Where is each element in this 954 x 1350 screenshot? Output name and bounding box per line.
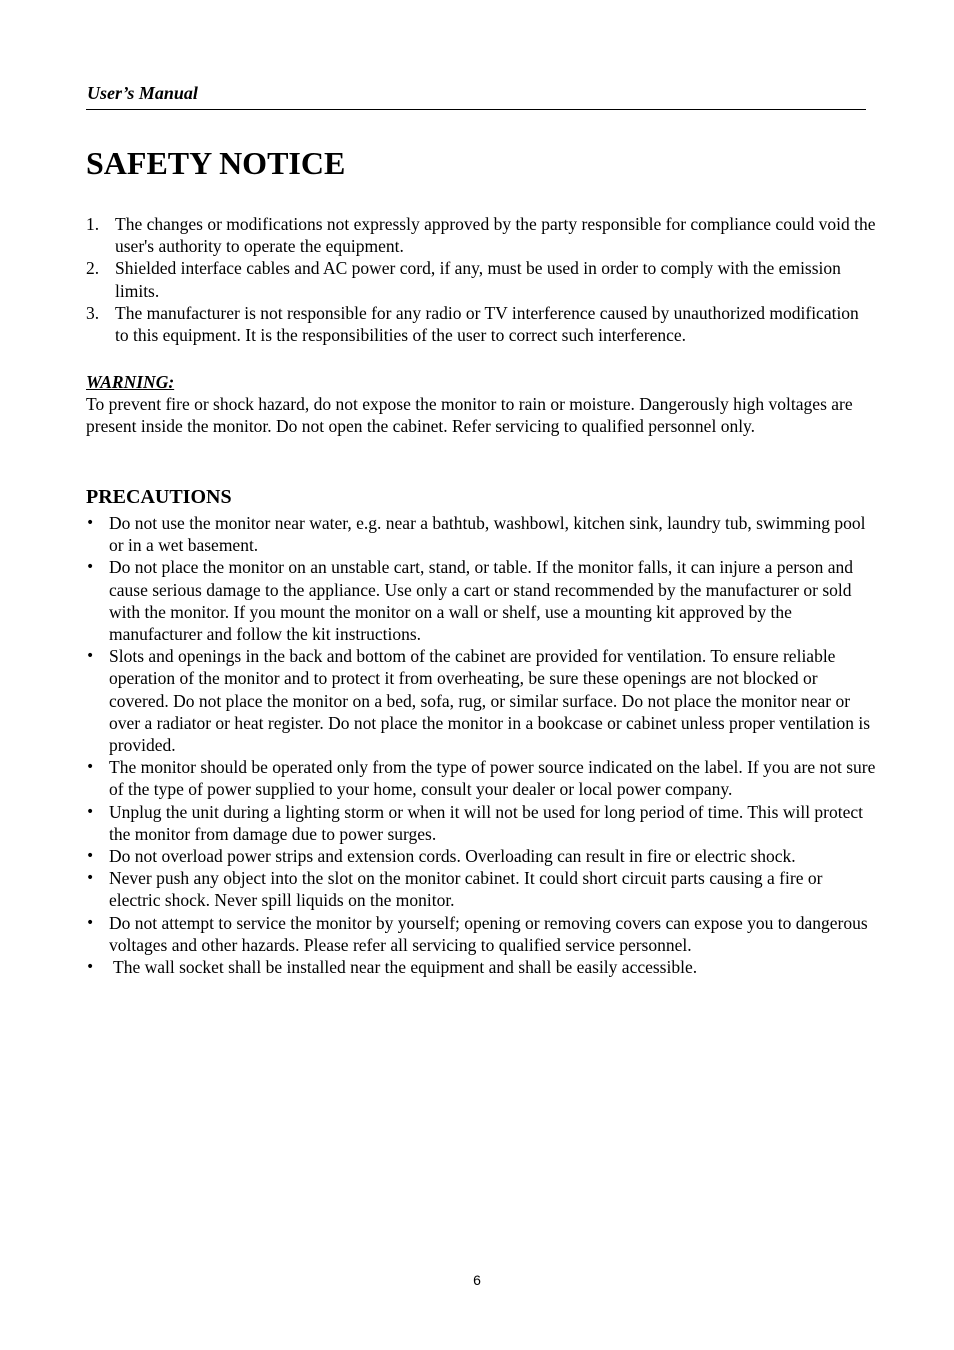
precautions-list bbox=[86, 512, 876, 978]
list-item bbox=[86, 213, 876, 257]
precautions-heading: PRECAUTIONS bbox=[86, 486, 232, 508]
running-header: User’s Manual bbox=[87, 83, 198, 103]
list-item-text: Never push any object into the slot on the monitor cabinet. It could short circuit parts causing a fire or electric shock. Never spill liquids on the monitor. bbox=[109, 868, 823, 911]
list-item bbox=[86, 512, 876, 556]
list-item bbox=[86, 645, 876, 756]
list-item bbox=[86, 756, 876, 800]
list-item-text: The changes or modifications not expressly approved by the party responsible for compliance could void the user's authority to operate the equipment. bbox=[115, 214, 876, 257]
list-item bbox=[86, 801, 876, 845]
warning-section bbox=[86, 371, 866, 438]
safety-notice-list bbox=[86, 213, 876, 346]
list-item bbox=[86, 956, 876, 978]
bullet-icon: • bbox=[86, 515, 95, 531]
page-title: SAFETY NOTICE bbox=[86, 145, 346, 181]
list-item bbox=[86, 867, 876, 911]
list-item-text: Slots and openings in the back and bottom of the cabinet are provided for ventilation. To ensure reliable operation of the monitor and to protect it from overheating, be sure these openings are not blocked or covered. Do not place the monitor on a bed, sofa, rug, or similar surface. Do not place the monitor near or over a radiator or heat register. Do not place the monitor in a bookcase or cabinet unless proper ventilation is provided. bbox=[109, 646, 871, 756]
list-item-text: Do not place the monitor on an unstable cart, stand, or table. If the monitor falls, it can injure a person and cause serious damage to the appliance. Use only a cart or stand recommended by the manufacturer or sold with the monitor. If you mount the monitor on a wall or shelf, use a mounting kit approved by the manufacturer and follow the kit instructions. bbox=[109, 557, 854, 645]
list-item bbox=[86, 912, 876, 956]
list-item-text: The monitor should be operated only from the type of power source indicated on the label. If you are not sure of the type of power supplied to your home, consult your dealer or local power company. bbox=[109, 757, 876, 800]
warning-text: To prevent fire or shock hazard, do not expose the monitor to rain or moisture. Dangerously high voltages are present inside the monitor. Do not open the cabinet. Refer servicing to qualified personnel only. bbox=[86, 394, 853, 437]
bullet-icon: • bbox=[86, 759, 95, 776]
list-item bbox=[86, 257, 876, 301]
list-number: 2. bbox=[86, 258, 100, 279]
list-item-text: Do not use the monitor near water, e.g. near a bathtub, washbowl, kitchen sink, laundry tub, swimming pool or in a wet basement. bbox=[109, 513, 866, 556]
list-item-text: Do not overload power strips and extension cords. Overloading can result in fire or electric shock. bbox=[109, 846, 796, 867]
bullet-icon: • bbox=[86, 648, 95, 665]
page-number: 6 bbox=[473, 1272, 481, 1288]
list-item bbox=[86, 556, 876, 645]
list-item bbox=[86, 302, 876, 346]
bullet-icon: • bbox=[86, 959, 95, 976]
bullet-icon: • bbox=[86, 559, 95, 576]
list-item-text: Shielded interface cables and AC power cord, if any, must be used in order to comply with the emission limits. bbox=[115, 258, 841, 301]
list-item-text: The wall socket shall be installed near the equipment and shall be easily accessible. bbox=[113, 957, 698, 978]
bullet-icon: • bbox=[86, 870, 95, 887]
header-divider bbox=[86, 109, 866, 110]
list-item-text: The manufacturer is not responsible for any radio or TV interference caused by unauthorized modification to this equipment. It is the responsibilities of the user to correct such interference. bbox=[115, 302, 859, 346]
warning-heading: WARNING: bbox=[86, 372, 175, 392]
list-number: 3. bbox=[86, 302, 100, 323]
bullet-icon: • bbox=[86, 914, 95, 931]
list-item-text: Unplug the unit during a lighting storm or when it will not be used for long period of time. This will protect the monitor from damage due to power surges. bbox=[109, 801, 864, 844]
bullet-icon: • bbox=[86, 803, 95, 820]
list-number: 1. bbox=[86, 214, 100, 234]
bullet-icon: • bbox=[86, 848, 95, 865]
list-item-text: Do not attempt to service the monitor by yourself; opening or removing covers can expose you to dangerous voltages and other hazards. Please refer all servicing to qualified service personnel. bbox=[109, 912, 868, 955]
list-item bbox=[86, 845, 876, 867]
